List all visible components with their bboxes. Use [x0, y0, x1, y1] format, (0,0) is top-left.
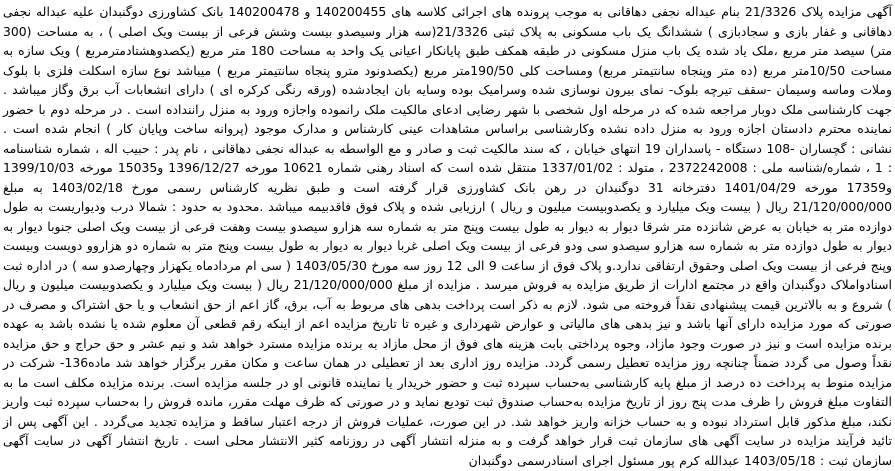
auction-notice-text: آگهی مزایده پلاک 21/3326 بنام عبداله نجفی دهاقانی به موجب پرونده های اجرائی کلاسه های 140200455 و 140200478 بانک کشاورزی دوگنبدان علیه عبداله نجفی دهاقانی و غفار بازی و سجادبازی ) ششدانگ یک باب مسکونی به پلاک ثبتی 21/3326(سه هزار وسیصدو بیست وشش فرعی از بیست ویک اصلی ) ، به مساحت (300 متر) سیصد متر مربع ،ملک یاد شده یک باب منزل مسکونی در طبقه همکف طبق پایانکار اعیانی یک واحد به مساحت 180 متر مربع (یکصدوهشتادمترمربع ) ویک سازه به مساحت 10/50متر مربع (ده متر وپنجاه سانتیمتر مربع) ومساحت کلی 190/50متر مربع (یکصدونود مترو پنجاه سانتیمتر مربع ) میباشد نوع سازه اسکلت فلزی با بلوک وملات وماسه وسیمان -سقف تیرچه بلوک- نمای بیرون نوسازی شده وسرامیک بوده وسایه بان ایجادشده (ورقه رنگی کرکره ای ) دارای انشعابات آب برق وگاز میباشد . جهت کارشناسی ملک دوبار مراجعه شده که در مرحله اول شخصی با شهر رضایی ادعای مالکیت ملک رانموده واجازه ورود به منزل راننداده است . در مرحله دوم با حضور نماینده محترم دادستان اجازه ورود به منزل داده نشده وکارشناسی براساس مشاهدات عینی کارشناس و مدارک موجود (پروانه ساخت وپایان کار ) انجام شده است . نشانی : گچساران -108 دستگاه - پاسداران 19 انتهای خیابان ، که سند مالکیت ثبت و صادر و مع الواسطه به عبداله نجفی دهاقانی ، نام پدر : حبیب اله ، شماره شناسنامه : 1 ، شماره/شناسه ملی : 2372242008 ، متولد : 1337/01/02 منتقل شده است که اسناد رهنی شماره 10621 مورخه 1396/12/27 و15035 مورخه 1399/10/03 و17359 مورخه 1401/04/29 دفترخانه 31 دوگنبدان در رهن بانک کشاورزی قرار گرفته است و طبق نظریه کارشناس رسمی مورخ 1403/02/18 به مبلغ 21/120/000/000 ریال ( بیست ویک میلیارد و یکصدوبیست میلیون و ریال ) ارزیابی شده و پلاک فوق فاقدبیمه میباشد .محدود به حدود : شمالا درب ودیواریست به طول دوازده متر به خیابان به عرض شانزده متر شرقا دیوار به دیوار به طول بیست وپنج متر به شماره سه هزارو سیصدو بیست وهفت فرعی از بیست ویک اصلی جنوبا دیوار به دیوار به طول دوازده متر به شماره سه هزارو سیصدو سی ودو فرعی از بیست ویک اصلی غربا دیوار به دیوار به طول بیست وپنج متر به شماره دو هزاروو دویست وبیست وپنج فرعی از بیست ویک اصلی وحقوق ارتفاقی ندارد.و پلاک فوق از ساعت 9 الی 12 روز سه مورخ 1403/05/30 ( سی ام مردادماه یکهزار وچهارصدو سه ) در اداره ثبت اسنادواملاک دوگنبدان واقع در مجتمع ادارات از طریق مزایده به فروش میرسد . مزایده از مبلغ 21/120/000/000 ریال ( بیست ویک میلیارد و یکصدوبیست میلیون و ریال ) شروع و به بالاترین قیمت پیشنهادی نقداً فروخته می شود. لازم به ذکر است پرداخت بدهی های مربوط به آب، برق، گاز اعم از حق انشعاب و یا حق اشتراک و مصرف در صورتی که مورد مزایده دارای آنها باشد و نیز بدهی های مالیاتی و عوارض شهرداری و غیره تا تاریخ مزایده اعم از اینکه رقم قطعی آن معلوم شده یا نشده باشد به عهده برنده مزایده است و نیز در صورت وجود مازاد، وجوه پرداختی بابت هزینه های فوق از محل مازاد به برنده مزایده مسترد خواهد شد و نیم عشر و حق حراج و حق مزایده نقداً وصول می گردد ضمناً چنانچه روز مزایده تعطیل رسمی گردد. مزایده روز اداری بعد از تعطیلی در همان ساعت و مکان مقرر برگزار خواهد شد ماده136- شرکت در مزایده منوط به پرداخت ده درصد از مبلغ پایه کارشناسی به‌حساب سپرده ثبت و حضور خریدار یا نماینده قانونی او در جلسه مزایده است. برنده مزایده مکلف است ما به التفاوت مبلغ فروش را ظرف مدت پنج روز از تاریخ مزایده به‌حساب صندوق ثبت تودیع نماید و در صورتی که ظرف مهلت مقرر، مانده فروش را به‌حساب سپرده ثبت واریز نکند، مبلغ مذکور قابل استرداد نبوده و به حساب خزانه واریز خواهد شد. در این صورت، عملیات فروش از درجه اعتبار ساقط و مزایده تجدید می‌گردد . این آگهی پس از تائید فرآیند مزایده در سایت آگهی های سازمان ثبت قرار خواهد گرفت و به منزله انتشار آگهی در روزنامه کثیر الانتشار محلی است . تاریخ انتشار آگهی در سایت آگهی سازمان ثبت : 1403/05/18 عبدالله کرم پور مسئول اجرای اسنادرسمی دوگنبدان [3, 4, 893, 468]
